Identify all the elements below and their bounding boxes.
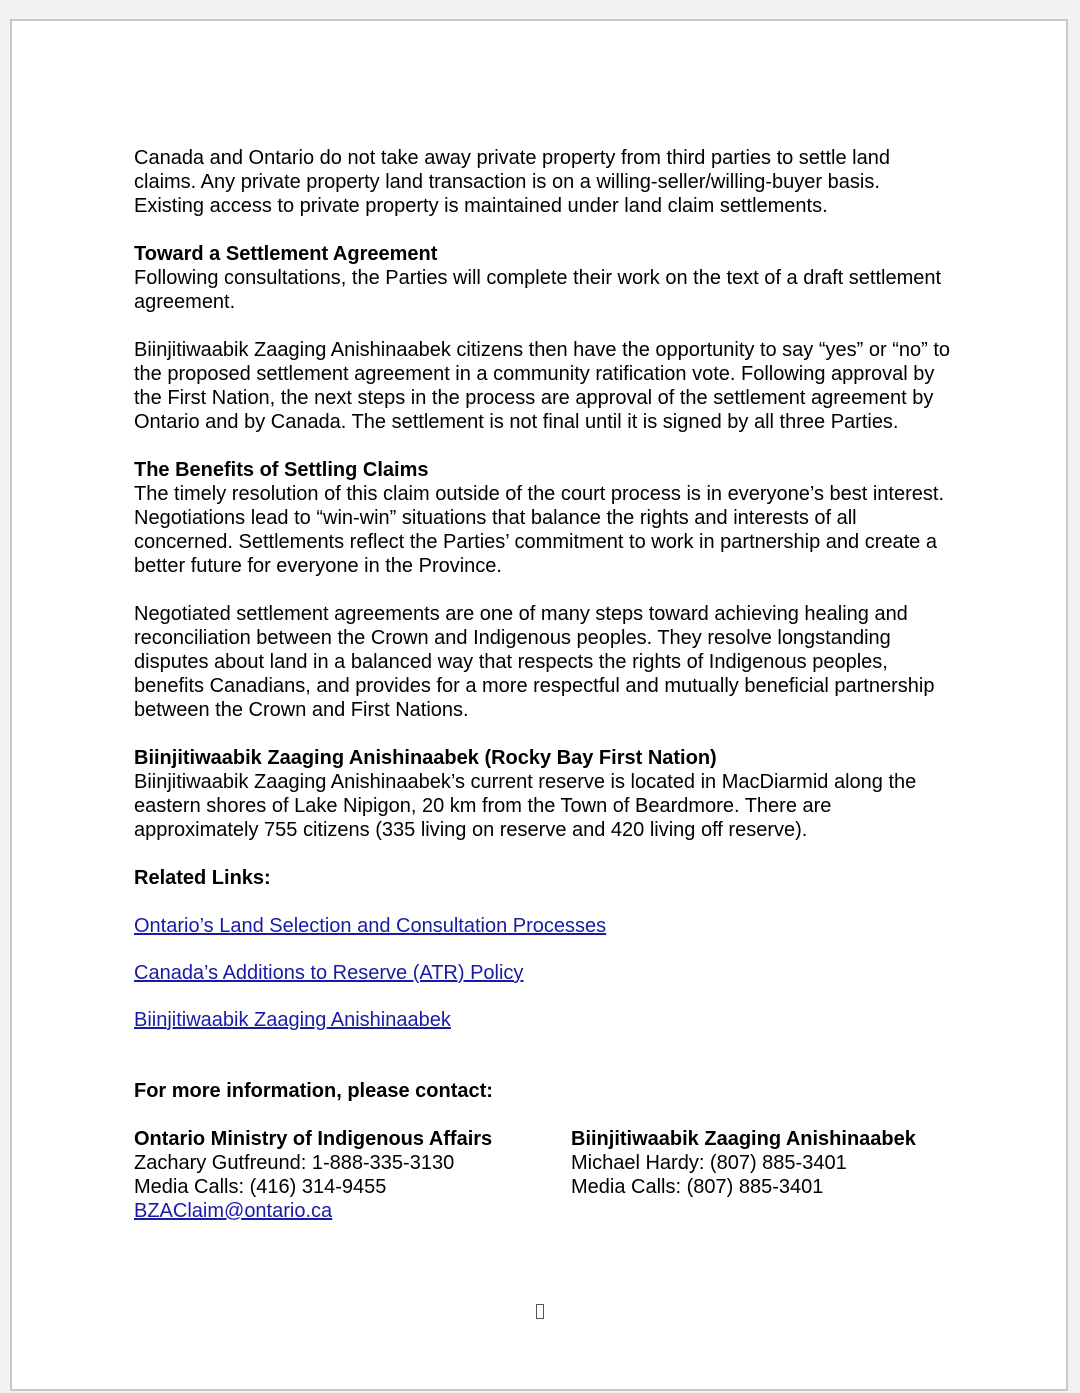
contact-ontario-line2: Media Calls: (416) 314-9455 <box>134 1176 387 1198</box>
link-canada-atr-policy[interactable]: Canada’s Additions to Reserve (ATR) Policy <box>134 962 524 984</box>
benefits-paragraph-1: The timely resolution of this claim outside of the court process is in everyone’s best interest. Negotiations lead to “win-win” situations that balance the rights and interests of all concerned. Settlements reflect the Parties’ commitment to work in partnership and create a better future for everyone in the Province. <box>134 483 945 577</box>
settlement-heading: Toward a Settlement Agreement <box>134 243 438 265</box>
settlement-paragraph-2: Biinjitiwaabik Zaaging Anishinaabek citizens then have the opportunity to say “yes” or “no” to the proposed settlement agreement in a community ratification vote. Following approval by the First Nation, the next steps in the process are approval of the settlement agreement by Ontario and by Canada. The settlement is not final until it is signed by all three Parties. <box>134 339 951 433</box>
contact-bza-org: Biinjitiwaabik Zaaging Anishinaabek <box>571 1128 916 1150</box>
related-link-item <box>134 1008 954 1032</box>
missing-glyph-icon <box>536 1304 544 1319</box>
related-links-heading: Related Links: <box>134 867 271 889</box>
contact-bza-line2: Media Calls: (807) 885-3401 <box>571 1176 824 1198</box>
bza-paragraph-1: Biinjitiwaabik Zaaging Anishinaabek’s current reserve is located in MacDiarmid along the eastern shores of Lake Nipigon, 20 km from the Town of Beardmore. There are approximately 755 citizens (335 living on reserve and 420 living off reserve). <box>134 771 917 841</box>
contact-ontario-org: Ontario Ministry of Indigenous Affairs <box>134 1128 493 1150</box>
contact-ontario <box>134 1127 571 1223</box>
related-link-item <box>134 961 954 985</box>
contact-ontario-line1: Zachary Gutfreund: 1-888-335-3130 <box>134 1152 455 1174</box>
benefits-heading: The Benefits of Settling Claims <box>134 459 429 481</box>
link-biinjitiwaabik[interactable]: Biinjitiwaabik Zaaging Anishinaabek <box>134 1009 451 1031</box>
contact-bza-line1: Michael Hardy: (807) 885-3401 <box>571 1152 847 1174</box>
intro-paragraph: Canada and Ontario do not take away private property from third parties to settle land claims. Any private property land transaction is on a willing-seller/willing-buyer basis. Existing access to private property is maintained under land claim settlements. <box>134 147 890 217</box>
link-ontario-land-selection[interactable]: Ontario’s Land Selection and Consultation Processes <box>134 915 607 937</box>
bza-heading: Biinjitiwaabik Zaaging Anishinaabek (Rocky Bay First Nation) <box>134 747 717 769</box>
document-page <box>10 19 1068 1391</box>
benefits-section <box>134 458 954 578</box>
contact-heading: For more information, please contact: <box>134 1080 493 1102</box>
related-link-item <box>134 914 954 938</box>
contact-ontario-email-link[interactable]: BZAClaim@ontario.ca <box>134 1200 333 1222</box>
contact-bza <box>571 1127 951 1223</box>
document-body <box>134 146 954 1223</box>
settlement-paragraph-1: Following consultations, the Parties will complete their work on the text of a draft settlement agreement. <box>134 267 942 313</box>
bza-section <box>134 746 954 842</box>
benefits-paragraph-2: Negotiated settlement agreements are one of many steps toward achieving healing and reconciliation between the Crown and Indigenous peoples. They resolve longstanding disputes about land in a balanced way that respects the rights of Indigenous peoples, benefits Canadians, and provides for a more respectful and mutually beneficial partnership between the Crown and First Nations. <box>134 603 935 721</box>
settlement-section <box>134 242 954 314</box>
contacts-block <box>134 1127 954 1223</box>
